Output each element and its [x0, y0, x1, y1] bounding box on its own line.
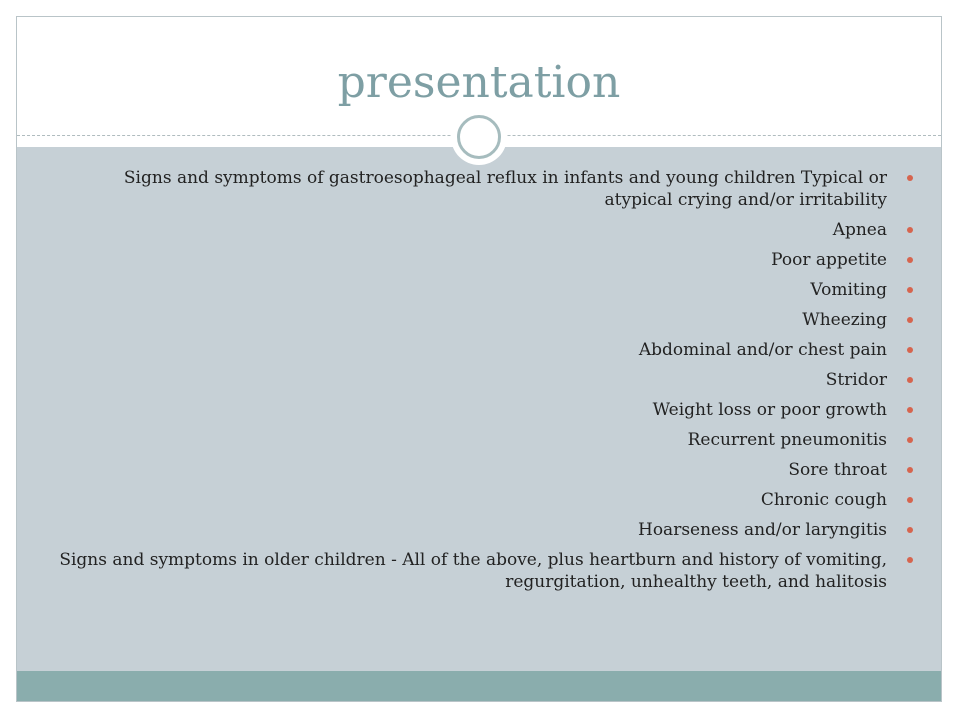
bullet-dot-icon [907, 175, 913, 181]
bullet-item [57, 399, 887, 421]
bullet-text: Chronic cough [760, 490, 887, 510]
bullet-text: Signs and symptoms in older children - All of the above, plus heartburn and history of vomiting, regurgitation, unhealthy teeth, and halitosis [59, 550, 887, 592]
footer-band [17, 671, 941, 702]
bullet-dot-icon [907, 257, 913, 263]
bullet-dot-icon [907, 377, 913, 383]
bullet-text: Sore throat [788, 460, 887, 480]
bullet-dot-icon [907, 407, 913, 413]
bullet-list [57, 167, 887, 601]
bullet-text: Vomiting [810, 280, 887, 300]
bullet-text: Stridor [825, 370, 887, 390]
bullet-item [57, 279, 887, 301]
bullet-item [57, 369, 887, 391]
bullet-item [57, 489, 887, 511]
bullet-dot-icon [907, 527, 913, 533]
bullet-text: Hoarseness and/or laryngitis [638, 520, 887, 540]
bullet-dot-icon [907, 557, 913, 563]
bullet-item [57, 459, 887, 481]
bullet-text: Poor appetite [771, 250, 887, 270]
bullet-item [57, 549, 887, 593]
bullet-dot-icon [907, 497, 913, 503]
bullet-item [57, 249, 887, 271]
bullet-dot-icon [907, 467, 913, 473]
bullet-text: Signs and symptoms of gastroesophageal reflux in infants and young children Typical or atypical crying and/or irritability [123, 168, 887, 210]
bullet-text: Abdominal and/or chest pain [638, 340, 887, 360]
bullet-dot-icon [907, 317, 913, 323]
bullet-item [57, 219, 887, 241]
bullet-text: Wheezing [802, 310, 887, 330]
bullet-dot-icon [907, 347, 913, 353]
slide [16, 16, 942, 702]
ring-inner-circle [457, 115, 501, 159]
bullet-text: Recurrent pneumonitis [687, 430, 887, 450]
bullet-item [57, 519, 887, 541]
bullet-dot-icon [907, 287, 913, 293]
bullet-text: Apnea [832, 220, 887, 240]
bullet-item [57, 167, 887, 211]
bullet-dot-icon [907, 227, 913, 233]
bullet-text: Weight loss or poor growth [652, 400, 887, 420]
bullet-item [57, 429, 887, 451]
bullet-item [57, 309, 887, 331]
bullet-item [57, 339, 887, 361]
slide-title: presentation [337, 57, 621, 108]
bullet-dot-icon [907, 437, 913, 443]
ring-ornament-icon [451, 109, 507, 165]
